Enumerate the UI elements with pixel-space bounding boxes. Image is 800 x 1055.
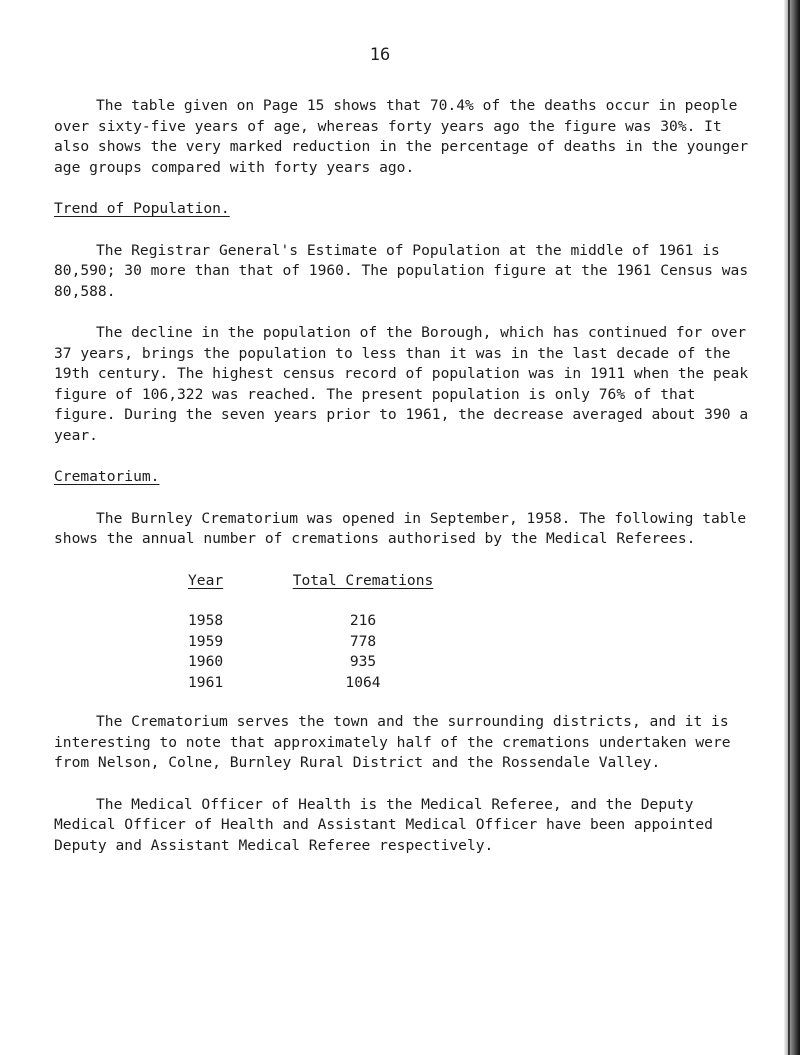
total-cell: 1064 — [345, 673, 381, 691]
page-number: 16 — [369, 45, 391, 65]
year-cell: 1958 — [188, 612, 224, 629]
crematorium-paragraph-2: The Crematorium serves the town and the surrounding districts, and it is interesting to note that approximately half of the cremations undertaken were from Nelson, Colne, Burnley Rural District and the Rossendale Valley. — [54, 713, 731, 771]
year-cell: 1961 — [188, 673, 224, 691]
crematorium-paragraph-3: The Medical Officer of Health is the Medical Referee, and the Deputy Medical Officer of Health and Assistant Medical Officer have been appointed Deputy and Assistant Medical Referee respectively. — [54, 795, 713, 854]
table-row — [188, 673, 754, 694]
trend-paragraph-2: The decline in the population of the Borough, which has continued for over 37 years, brings the population to less than it was in the last decade of the 19th century. The highest census record of population was in 1911 when the peak figure of 106,322 was reached. The present population is only 76% of that figure. During the seven years prior to 1961, the decrease averaged about 390 a year. — [54, 324, 749, 444]
year-cell: 1959 — [188, 632, 224, 650]
year-column-header: Year — [188, 571, 224, 589]
table-row — [188, 611, 754, 632]
table-header-row — [188, 571, 754, 592]
table-row — [188, 652, 754, 673]
year-cell: 1960 — [188, 653, 224, 670]
table-row — [188, 632, 754, 653]
total-cell: 778 — [349, 632, 377, 650]
trend-paragraph-1: The Registrar General's Estimate of Population at the middle of 1961 is 80,590; 30 more than that of 1960. The population figure at the 1961 Census was 80,588. — [54, 241, 749, 300]
total-cell: 216 — [349, 612, 377, 629]
scanned-binding-line — [788, 0, 790, 1055]
crematorium-paragraph-1: The Burnley Crematorium was opened in September, 1958. The following table shows the annual number of cremations authorised by the Medical Referees. — [54, 509, 747, 547]
total-cell: 935 — [349, 653, 377, 670]
total-cremations-column-header: Total Cremations — [292, 571, 434, 589]
cremations-table — [188, 571, 754, 694]
page-content — [54, 96, 754, 856]
intro-paragraph: The table given on Page 15 shows that 70.4% of the deaths occur in people over sixty-five years of age, whereas forty years ago the figure was 30%. It also shows the very marked reduction in the percentage of deaths in the younger age groups compared with forty years ago. — [54, 97, 749, 176]
trend-heading: Trend of Population. — [54, 200, 230, 217]
scanned-page-edge — [784, 0, 800, 1055]
crematorium-heading: Crematorium. — [54, 468, 160, 485]
